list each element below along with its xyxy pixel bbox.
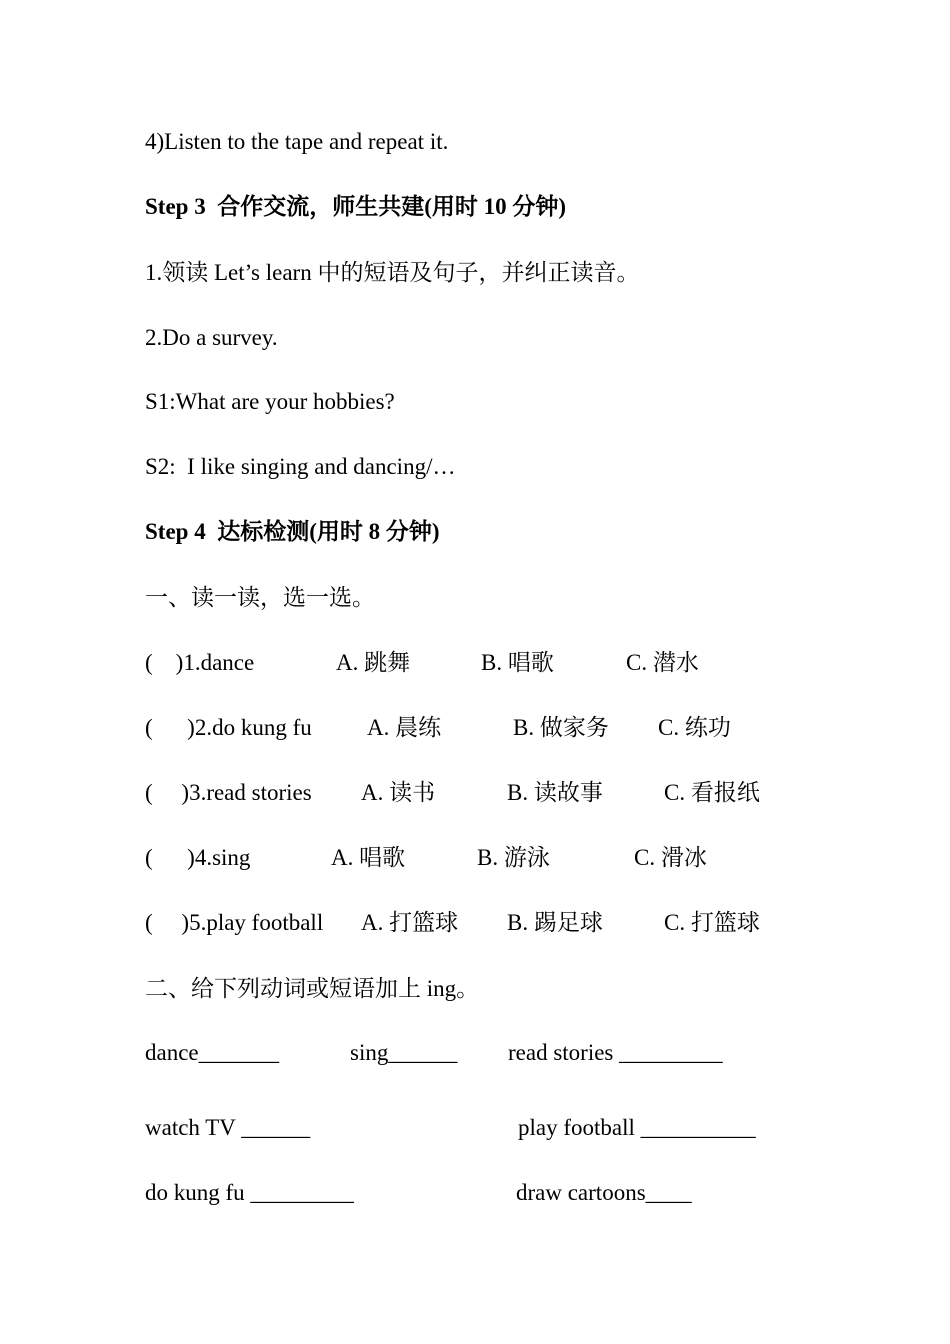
section-2-title: 二、给下列动词或短语加上 ing。	[145, 976, 480, 1001]
option-c: C. 打篮球	[664, 910, 760, 935]
instruction-read-lead: 1.领读 Let’s learn 中的短语及句子，并纠正读音。	[145, 260, 640, 285]
option-a: A. 跳舞	[336, 650, 411, 675]
option-b: B. 做家务	[513, 715, 609, 740]
quiz-question: ( )3.read stories	[145, 780, 312, 805]
option-b: B. 踢足球	[507, 910, 603, 935]
step4-heading: Step 4 达标检测(用时 8 分钟)	[145, 519, 440, 544]
quiz-question: ( )5.play football	[145, 910, 324, 935]
quiz-question: ( )4.sing	[145, 845, 251, 870]
dialogue-s2: S2: I like singing and dancing/…	[145, 454, 456, 479]
option-b: B. 游泳	[477, 845, 550, 870]
option-a: A. 晨练	[367, 715, 442, 740]
option-c: C. 潜水	[626, 650, 699, 675]
section-1-title: 一、读一读，选一选。	[145, 585, 375, 610]
option-b: B. 读故事	[507, 780, 603, 805]
ing-item: watch TV ______	[145, 1115, 311, 1140]
ing-item: sing______	[350, 1040, 458, 1065]
ing-item: play football __________	[518, 1115, 756, 1140]
option-a: A. 读书	[361, 780, 436, 805]
option-a: A. 唱歌	[331, 845, 406, 870]
instruction-survey: 2.Do a survey.	[145, 325, 278, 350]
instruction-listen: 4)Listen to the tape and repeat it.	[145, 129, 449, 154]
dialogue-s1: S1:What are your hobbies?	[145, 389, 395, 414]
ing-item: read stories _________	[508, 1040, 723, 1065]
ing-item: do kung fu _________	[145, 1180, 354, 1205]
option-c: C. 看报纸	[664, 780, 760, 805]
quiz-question: ( )1.dance	[145, 650, 255, 675]
ing-item: dance_______	[145, 1040, 280, 1065]
step3-heading: Step 3 合作交流，师生共建(用时 10 分钟)	[145, 194, 567, 219]
option-c: C. 练功	[658, 715, 731, 740]
option-b: B. 唱歌	[481, 650, 554, 675]
option-a: A. 打篮球	[361, 910, 459, 935]
ing-item: draw cartoons____	[516, 1180, 692, 1205]
quiz-question: ( )2.do kung fu	[145, 715, 312, 740]
option-c: C. 滑冰	[634, 845, 707, 870]
